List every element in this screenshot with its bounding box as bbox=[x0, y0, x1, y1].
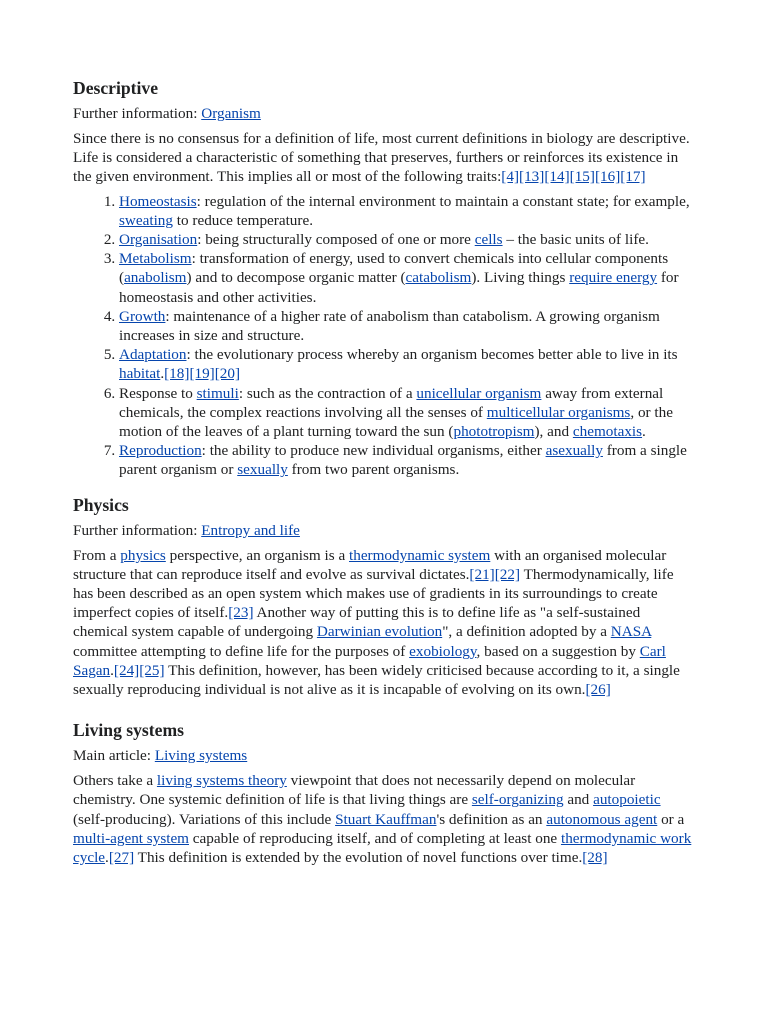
link-growth[interactable]: Growth bbox=[119, 307, 166, 325]
link-catabolism[interactable]: catabolism bbox=[405, 269, 472, 287]
citation-15[interactable]: [15] bbox=[569, 168, 595, 186]
citation-24[interactable]: [24] bbox=[113, 661, 140, 679]
citation-4[interactable]: [4] bbox=[501, 168, 520, 186]
hatnote-link-living-systems[interactable]: Living systems bbox=[154, 747, 248, 765]
text-run: , based on a suggestion by bbox=[476, 642, 640, 660]
text-run: Another way of putting this is to define life as "a self-sustained chemical system capable of undergoing bbox=[73, 604, 641, 641]
text-run: with an organised molecular structure that can reproduce itself and evolve as survival dictates. bbox=[73, 546, 667, 583]
citation-14[interactable]: [14] bbox=[544, 168, 570, 186]
text-run: for homeostasis and other activities. bbox=[119, 269, 679, 306]
text-run: . bbox=[110, 661, 114, 679]
link-metabolism[interactable]: Metabolism bbox=[119, 250, 192, 268]
link-stimuli[interactable]: stimuli bbox=[196, 384, 239, 402]
link-sweating[interactable]: sweating bbox=[119, 211, 173, 229]
link-anabolism[interactable]: anabolism bbox=[124, 269, 187, 287]
text-run: : maintenance of a higher rate of anabolism than catabolism. A growing organism increases in size and structure. bbox=[119, 307, 660, 345]
link-homeostasis[interactable]: Homeostasis bbox=[119, 192, 197, 210]
list-item bbox=[119, 441, 693, 479]
text-run: : regulation of the internal environment to maintain a constant state; for example, bbox=[196, 192, 690, 210]
text-run: and bbox=[563, 791, 594, 809]
citation-17[interactable]: [17] bbox=[620, 168, 646, 186]
text-run: This definition, however, has been widely criticised because according to it, a single sexually reproducing individual is not alive as it is incapable of evolving on its own. bbox=[73, 661, 680, 699]
link-physics[interactable]: physics bbox=[120, 546, 166, 564]
hatnote-link-organism[interactable]: Organism bbox=[201, 105, 261, 122]
citation-19[interactable]: [19] bbox=[189, 365, 215, 383]
paragraph bbox=[73, 546, 693, 700]
list-item bbox=[119, 307, 693, 345]
link-exobiology[interactable]: exobiology bbox=[409, 642, 477, 660]
text-run: ", a definition adopted by a bbox=[442, 623, 611, 641]
link-cells[interactable]: cells bbox=[474, 231, 503, 249]
citation-13[interactable]: [13] bbox=[519, 168, 545, 186]
list-item bbox=[119, 345, 693, 383]
text-run: – the basic units of life. bbox=[502, 231, 649, 249]
link-self-organizing[interactable]: self-organizing bbox=[471, 791, 564, 809]
text-run: ). Living things bbox=[471, 269, 570, 287]
text-run: from a single parent organism or bbox=[119, 442, 687, 479]
paragraph bbox=[73, 771, 693, 867]
list-item bbox=[119, 249, 693, 307]
link-multi-agent-system[interactable]: multi-agent system bbox=[73, 829, 189, 847]
link-autopoietic[interactable]: autopoietic bbox=[593, 791, 661, 809]
link-thermodynamic-work-cycle[interactable]: thermodynamic work cycle bbox=[73, 829, 692, 867]
text-run: away from external chemicals, the complex reactions involving all the senses of bbox=[119, 384, 664, 421]
link-require-energy[interactable]: require energy bbox=[569, 269, 658, 287]
text-run: capable of reproducing itself, and of completing at least one bbox=[189, 829, 561, 847]
section-heading-physics: Physics bbox=[73, 494, 129, 515]
link-autonomous-agent[interactable]: autonomous agent bbox=[546, 810, 658, 828]
hatnote bbox=[73, 521, 693, 541]
citation-20[interactable]: [20] bbox=[214, 365, 241, 383]
text-run: : such as the contraction of a bbox=[238, 384, 417, 402]
hatnote-prefix: Further information: bbox=[73, 521, 202, 539]
text-run: 's definition as an bbox=[436, 810, 547, 828]
text-run: . bbox=[642, 423, 646, 441]
link-thermodynamic-system[interactable]: thermodynamic system bbox=[349, 546, 491, 564]
text-run: . bbox=[160, 365, 165, 383]
citation-16[interactable]: [16] bbox=[594, 168, 621, 186]
text-run: : the ability to produce new individual organisms, either bbox=[201, 442, 546, 460]
text-run: : the evolutionary process whereby an organism becomes better able to live in its bbox=[186, 346, 678, 364]
text-run: Others take a bbox=[73, 772, 157, 790]
link-multicellular-organisms[interactable]: multicellular organisms bbox=[486, 403, 631, 421]
hatnote bbox=[73, 104, 693, 124]
citation-21[interactable]: [21] bbox=[469, 565, 495, 583]
list-item bbox=[119, 384, 693, 442]
citation-22[interactable]: [22] bbox=[494, 565, 521, 583]
citation-26[interactable]: [26] bbox=[585, 681, 611, 699]
text-run: This definition is extended by the evolution of novel functions over time. bbox=[134, 849, 583, 867]
text-run: Since there is no consensus for a definition of life, most current definitions in biology are descriptive. Life is considered a characteristic of something that preserves, furthers or reinforces its existence in the given environment. This implies all or most of the following traits: bbox=[73, 130, 690, 186]
link-chemotaxis[interactable]: chemotaxis bbox=[572, 423, 643, 441]
citation-25[interactable]: [25] bbox=[139, 661, 165, 679]
text-run: ) and to decompose organic matter ( bbox=[186, 269, 406, 287]
text-run: Thermodynamically, life has been described as an open system which makes use of gradients in its surroundings to create imperfect copies of itself. bbox=[73, 565, 674, 622]
text-run: viewpoint that does not necessarily depend on molecular chemistry. One systemic definition of life is that living things are bbox=[73, 772, 636, 809]
traits-list bbox=[73, 192, 693, 480]
link-unicellular-organism[interactable]: unicellular organism bbox=[416, 384, 542, 402]
link-organisation[interactable]: Organisation bbox=[119, 231, 198, 249]
link-nasa[interactable]: NASA bbox=[610, 623, 652, 641]
citation-27[interactable]: [27] bbox=[108, 849, 135, 867]
citation-23[interactable]: [23] bbox=[228, 604, 254, 622]
text-run: perspective, an organism is a bbox=[165, 546, 349, 564]
article-body bbox=[73, 77, 693, 867]
text-run: from two parent organisms. bbox=[287, 461, 460, 479]
section-heading-living-systems: Living systems bbox=[73, 720, 184, 741]
text-run: to reduce temperature. bbox=[173, 211, 313, 229]
link-stuart-kauffman[interactable]: Stuart Kauffman bbox=[335, 810, 437, 828]
link-sexually[interactable]: sexually bbox=[237, 461, 288, 479]
link-phototropism[interactable]: phototropism bbox=[453, 423, 535, 441]
text-run: , or the motion of the leaves of a plant turning toward the sun ( bbox=[119, 403, 673, 441]
text-run: . bbox=[105, 849, 109, 867]
text-run: (self-producing). Variations of this include bbox=[73, 810, 336, 828]
text-run: ), and bbox=[534, 423, 573, 441]
hatnote-prefix: Further information: bbox=[73, 105, 202, 122]
paragraph bbox=[73, 129, 693, 187]
citation-18[interactable]: [18] bbox=[164, 365, 190, 383]
list-item bbox=[119, 230, 693, 249]
link-habitat[interactable]: habitat bbox=[119, 365, 161, 383]
link-reproduction[interactable]: Reproduction bbox=[119, 442, 202, 460]
citation-28[interactable]: [28] bbox=[582, 849, 608, 867]
link-adaptation[interactable]: Adaptation bbox=[119, 346, 187, 364]
text-run: : being structurally composed of one or more bbox=[197, 231, 475, 249]
hatnote bbox=[73, 746, 693, 766]
list-item bbox=[119, 192, 693, 230]
text-run: committee attempting to define life for the purposes of bbox=[73, 642, 410, 660]
hatnote-link-entropy-and-life[interactable]: Entropy and life bbox=[201, 521, 300, 539]
hatnote-prefix: Main article: bbox=[73, 747, 155, 765]
section-heading-descriptive: Descriptive bbox=[73, 78, 159, 98]
link-living-systems-theory[interactable]: living systems theory bbox=[156, 772, 287, 790]
text-run: Response to bbox=[119, 384, 197, 402]
text-run: or a bbox=[657, 810, 685, 828]
link-asexually[interactable]: asexually bbox=[545, 442, 603, 460]
text-run: : transformation of energy, used to convert chemicals into cellular components ( bbox=[119, 250, 669, 287]
link-carl-sagan[interactable]: Carl Sagan bbox=[73, 642, 666, 679]
link-darwinian-evolution[interactable]: Darwinian evolution bbox=[316, 623, 443, 641]
text-run: From a bbox=[73, 546, 121, 564]
